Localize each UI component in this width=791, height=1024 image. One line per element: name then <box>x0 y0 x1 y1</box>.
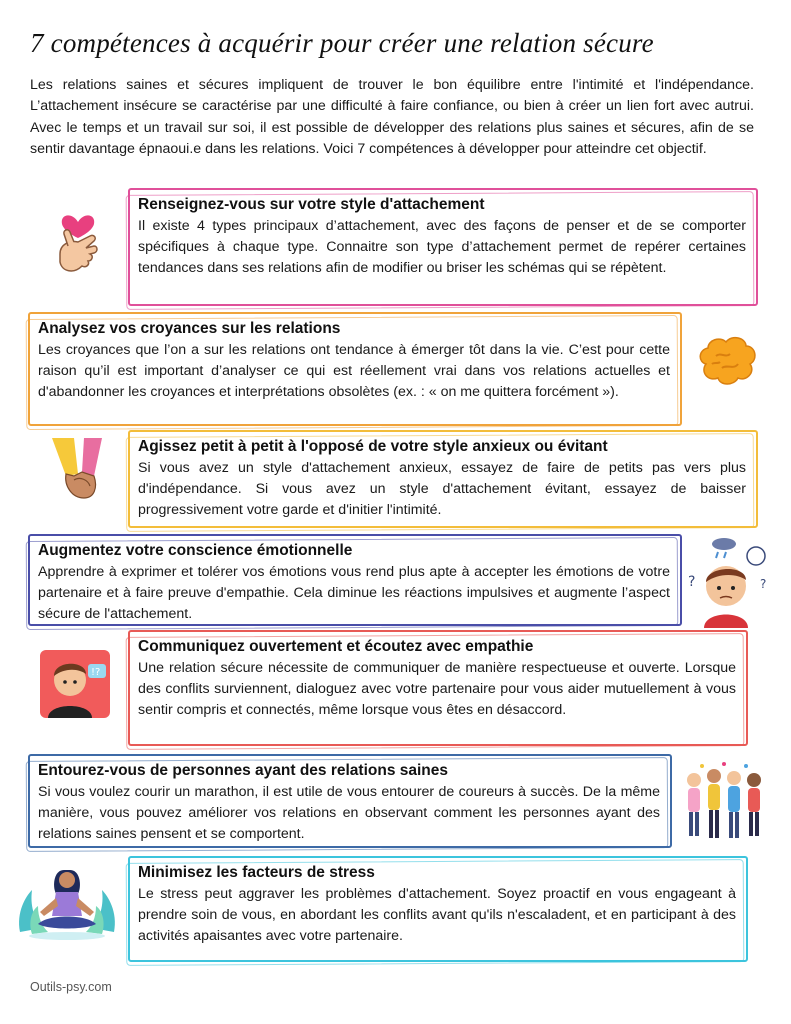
section-text: Les croyances que l’on a sur les relations ont tendance à émerger tôt dans la vie. C’est pour cette raison qu’il est important d’analyser ce qui est réellement vrai dans vos relations actuelles et d'abandonner les croyances et interprétations obsolètes (ex. : « on me quittera forcément »). <box>38 342 670 401</box>
section-card-4 <box>28 534 682 626</box>
meditation-icon <box>12 862 122 947</box>
svg-text:!?: !? <box>91 667 101 678</box>
questioning-man-icon <box>40 650 110 723</box>
section-title: Analysez vos croyances sur les relations <box>38 320 341 337</box>
section-text: Si vous avez un style d'attachement anxieux, essayez de faire de petits pas vers plus d'indépendance. Si vous avez un style d'attachement évitant, essayez de baisser progressivement votre garde et d'initier l'intimité. <box>138 460 746 519</box>
section-title: Agissez petit à petit à l'opposé de votre style anxieux ou évitant <box>138 438 608 455</box>
section-text: Une relation sécure nécessite de communiquer de manière respectueuse et ouverte. Lorsque des conflits surviennent, dialoguez avec votre partenaire pour vous aider mutuellement à vous sentir compris et connectés, même lorsque vous êtes en désaccord. <box>138 660 736 719</box>
section-card-5 <box>128 630 748 746</box>
heart-hand-icon <box>50 204 106 285</box>
section-text: Si vous voulez courir un marathon, il est utile de vous entourer de coureurs à succès. De la même manière, vous pouvez améliorer vos relations en observant comment les personnes ayant des relations saines pensent et se comportent. <box>38 784 660 843</box>
section-title: Minimisez les facteurs de stress <box>138 864 375 881</box>
section-text: Le stress peut aggraver les problèmes d'attachement. Soyez proactif en vous engageant à prendre soin de vous, en abordant les conflits avant qu'ils n'escaladent, et en participant à des activités apaisantes avec votre partenaire. <box>138 886 736 945</box>
svg-text:?: ? <box>688 574 696 590</box>
section-text: Il existe 4 types principaux d’attachement, avec des façons de penser et de se comporter spécifiques à chaque type. Connaitre son type d’attachement permet de repérer certaines tendances dans ses relations afin de modifier ou briser les schémas qui se répètent. <box>138 218 746 277</box>
footer-source: Outils-psy.com <box>30 980 112 994</box>
svg-text:?: ? <box>760 577 767 591</box>
section-title: Renseignez-vous sur votre style d'attachement <box>138 196 485 213</box>
holding-hands-icon <box>44 436 114 515</box>
intro-paragraph: Les relations saines et sécures impliquent de trouver le bon équilibre entre l'intimité et l'indépendance. L’attachement insécure se caractérise par une difficulté à faire confiance, ou bien à créer un lien fort avec autrui. Avec le temps et un travail sur soi, il est possible de développer des relations plus saines et sécures, afin de se sentir davantage épnaoui.e dans les relations. Voici 7 compétences à développer pour atteindre cet objectif. <box>30 77 754 158</box>
group-friends-icon <box>680 760 766 855</box>
section-title: Communiquez ouvertement et écoutez avec empathie <box>138 638 534 655</box>
section-card-7 <box>128 856 748 962</box>
page-title: 7 compétences à acquérir pour créer une relation sécure <box>30 28 654 58</box>
section-title: Entourez-vous de personnes ayant des relations saines <box>38 762 449 779</box>
section-card-1 <box>128 188 758 306</box>
section-card-3 <box>128 430 758 528</box>
brain-icon <box>696 334 760 395</box>
thinking-boy-icon <box>686 536 772 633</box>
section-text: Apprendre à exprimer et tolérer vos émotions vous rend plus apte à accepter les émotions de votre partenaire et à faire preuve d'empathie. Cela diminue les réactions impulsives et augmente l’aspect sécure de l'attachement. <box>38 564 670 623</box>
section-card-6 <box>28 754 672 848</box>
section-title: Augmentez votre conscience émotionnelle <box>38 542 353 559</box>
section-card-2 <box>28 312 682 426</box>
